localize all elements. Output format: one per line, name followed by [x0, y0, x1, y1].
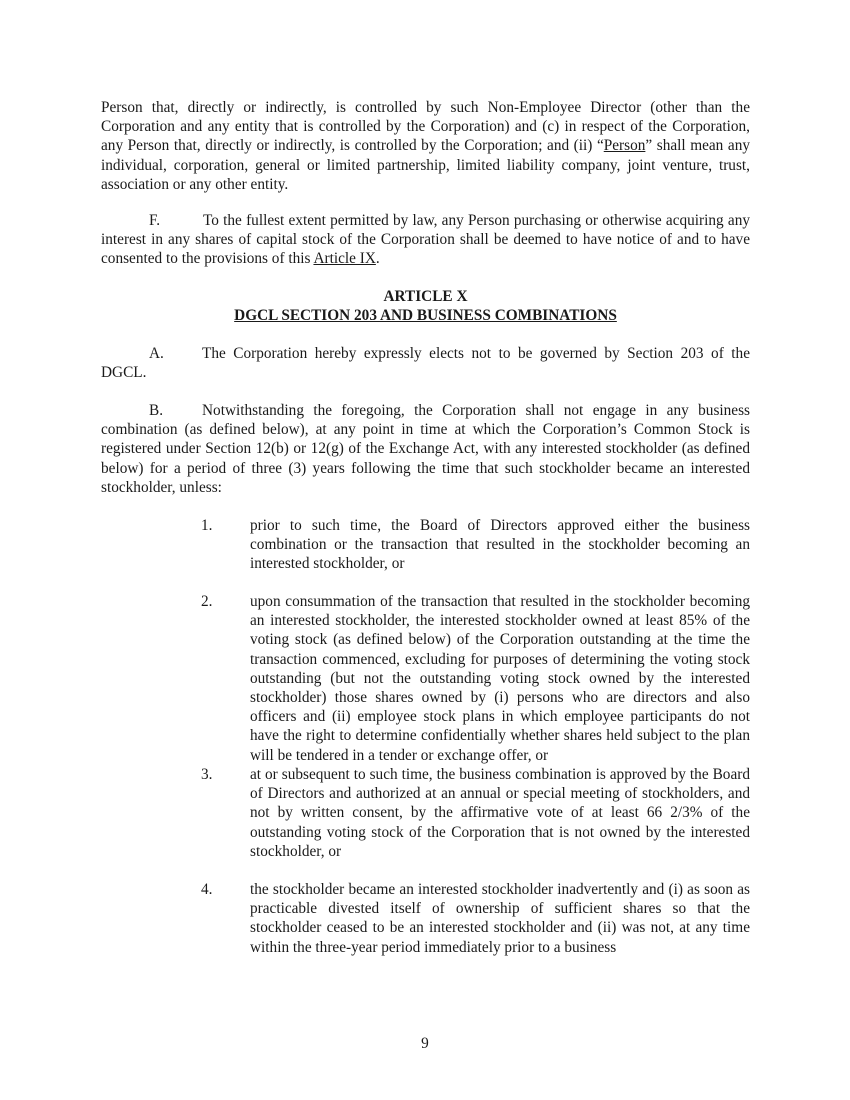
paragraph-label: F. [149, 212, 161, 229]
paragraph-text: ” shall mean any individual, corporation, general or limited partnership, limited liability company, joint venture, trust, association or any other entity. [101, 137, 750, 193]
article-number: ARTICLE X [383, 288, 468, 305]
list-item [201, 516, 750, 574]
paragraph-label: A. [149, 345, 164, 362]
list-item-number: 1. [201, 517, 213, 534]
list-item-number: 3. [201, 766, 213, 783]
paragraph-text: Person that, directly or indirectly, is controlled by such Non-Employee Director (other than the Corporation and any entity that is controlled by the Corporation) and (c) in respect of the Corporation, any Person that, directly or indirectly, is controlled by the Corporation; and (ii) “ [101, 99, 750, 155]
list-item [201, 592, 750, 765]
paragraph-b [101, 401, 750, 497]
list-item-text: at or subsequent to such time, the business combination is approved by the Board of Directors and authorized at an annual or special meeting of stockholders, and not by written consent, by the affirmative vote of at least 66 2/3% of the outstanding voting stock of the Corporation that is not owned by the interested stockholder, or [250, 766, 750, 860]
article-title: DGCL SECTION 203 AND BUSINESS COMBINATIONS [234, 307, 617, 325]
page-number: 9 [421, 1035, 429, 1052]
list-item-number: 4. [201, 881, 213, 898]
list-item [201, 880, 750, 957]
paragraph-a [101, 344, 750, 382]
article-reference: Article IX [313, 250, 376, 268]
defined-term-person: Person [603, 137, 646, 155]
paragraph-continuation [101, 98, 750, 194]
list-item-text: prior to such time, the Board of Directors approved either the business combination or the transaction that resulted in the stockholder becoming an interested stockholder, or [250, 517, 750, 573]
article-heading [101, 287, 750, 325]
paragraph-f [101, 211, 750, 269]
list-item [201, 765, 750, 861]
list-item-text: upon consummation of the transaction that resulted in the stockholder becoming an interested stockholder, the interested stockholder owned at least 85% of the voting stock (as defined below) of the Corporation outstanding at the time the transaction commenced, excluding for purposes of determining the voting stock outstanding (but not the outstanding voting stock owned by the interested stockholder) those shares owned by (i) persons who are directors and also officers and (ii) employee stock plans in which employee participants do not have the right to determine confidentially whether shares held subject to the plan will be tendered in a tender or exchange offer, or [250, 593, 750, 764]
list-item-text: the stockholder became an interested stockholder inadvertently and (i) as soon as practicable divested itself of ownership of sufficient shares so that the stockholder ceased to be an interested stockholder and (ii) was not, at any time within the three-year period immediately prior to a business [250, 881, 750, 956]
paragraph-text: . [375, 250, 380, 268]
paragraph-text: To the fullest extent permitted by law, any Person purchasing or otherwise acquiring any interest in any shares of capital stock of the Corporation shall be deemed to have notice of and to have consented to the provisions of this [101, 212, 750, 268]
paragraph-label: B. [149, 402, 164, 419]
paragraph-text: The Corporation hereby expressly elects not to be governed by Section 203 of the DGCL. [101, 345, 750, 382]
paragraph-text: Notwithstanding the foregoing, the Corporation shall not engage in any business combination (as defined below), at any point in time at which the Corporation’s Common Stock is registered under Section 12(b) or 12(g) of the Exchange Act, with any interested stockholder (as defined below) for a period of three (3) years following the time that such stockholder became an interested stockholder, unless: [101, 402, 750, 496]
list-item-number: 2. [201, 593, 213, 610]
